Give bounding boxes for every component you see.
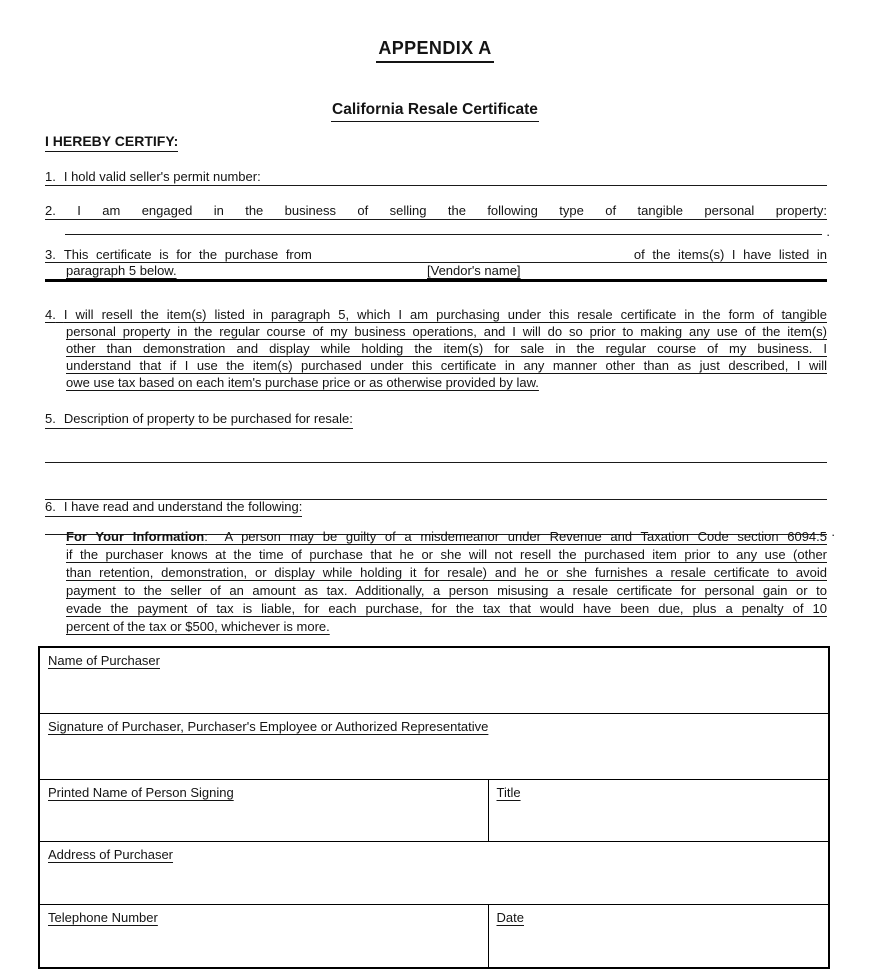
item-4-number: 4.	[45, 307, 56, 322]
item-5-text: Description of property to be purchased for resale:	[63, 411, 353, 426]
telephone-label: Telephone Number	[48, 910, 158, 925]
item-4-line: other than demonstration and display while holding the item(s) for sale in the regular course of my business. I	[66, 341, 827, 356]
signature-cell	[39, 714, 829, 780]
fyi-line: evade the payment of tax is liable, for each purchase, for the tax that would have been due, plus a penalty of 10	[66, 601, 827, 616]
telephone-cell	[39, 905, 488, 969]
item-6-label	[45, 499, 302, 517]
item-3-line-2-text: paragraph 5 below.	[66, 263, 177, 278]
item-3-text-before-blank: This certificate is for the purchase from	[63, 247, 312, 262]
item-2-blank-line	[65, 219, 830, 239]
item-2-number: 2.	[45, 203, 56, 218]
table-row	[39, 647, 829, 714]
title-cell	[488, 780, 829, 842]
item-4-line: owe use tax based on each item's purchase price or as otherwise provided by law.	[66, 375, 539, 390]
table-row	[39, 714, 829, 780]
fyi-paragraph	[66, 528, 827, 636]
certify-heading: I HEREBY CERTIFY:	[45, 133, 178, 152]
signature-label: Signature of Purchaser, Purchaser's Employee or Authorized Representative	[48, 719, 489, 734]
item-3-text-after-blank: of the items(s) I have listed in	[633, 247, 827, 262]
fyi-line-text: : A person may be guilty of a misdemeanor under Revenue and Taxation Code section 6094.5	[204, 529, 827, 544]
item-1-line	[45, 169, 827, 186]
form-title-row	[0, 101, 870, 122]
item-5-label	[45, 411, 353, 429]
form-title: California Resale Certificate	[331, 101, 539, 122]
printed-name-cell	[39, 780, 488, 842]
item-6-text: I have read and understand the following:	[63, 499, 303, 514]
table-row	[39, 905, 829, 969]
item-5-number: 5.	[45, 411, 56, 426]
date-cell	[488, 905, 829, 969]
purchaser-signature-table	[38, 646, 830, 969]
section-divider-rule	[45, 279, 827, 282]
appendix-title-row	[0, 38, 870, 63]
item-3-line-2	[45, 264, 827, 278]
page-title: APPENDIX A	[376, 38, 493, 63]
vendor-name-caption: [Vendor's name]	[427, 263, 521, 278]
item-3-number: 3.	[45, 247, 56, 262]
item-4-line	[45, 306, 827, 323]
name-of-purchaser-cell	[39, 647, 829, 714]
description-blank-line-1	[45, 443, 827, 463]
item-4-line: personal property in the regular course of my business operations, and I will do so prior to making any use of the item(s)	[66, 324, 827, 339]
date-label: Date	[496, 910, 524, 925]
item-6-number: 6.	[45, 499, 56, 514]
printed-name-label: Printed Name of Person Signing	[48, 785, 234, 800]
description-blank-line-2	[45, 482, 827, 500]
trailing-period: .	[831, 524, 835, 539]
title-label: Title	[496, 785, 521, 800]
fyi-line	[66, 528, 827, 546]
fyi-line: than retention, demonstration, or display while holding it for resale) and he or she furnishes a resale certificate to avoid	[66, 565, 827, 580]
item-2-line-1	[45, 203, 827, 220]
fyi-line: if the purchaser knows at the time of purchase that he or she will not resell the purchased item prior to any use (other	[66, 547, 827, 562]
address-label: Address of Purchaser	[48, 847, 174, 862]
item-5-label-row	[45, 411, 827, 427]
table-row	[39, 842, 829, 905]
item-3-line-1	[45, 247, 827, 263]
item-1-number: 1.	[45, 169, 56, 184]
fyi-line: percent of the tax or $500, whichever is more.	[66, 619, 330, 634]
item-6-label-row	[45, 499, 827, 515]
fyi-bold-label: For Your Information	[66, 529, 205, 544]
certify-heading-row	[45, 133, 178, 152]
item-1-text: I hold valid seller's permit number:	[63, 169, 261, 184]
fyi-line: payment to the seller of an amount as tax. Additionally, a person misusing a resale certificate for personal gain or to	[66, 583, 827, 598]
item-4-paragraph	[45, 306, 827, 391]
item-4-line-text: I will resell the item(s) listed in paragraph 5, which I am purchasing under this resale certificate in the form of tangible	[63, 307, 827, 322]
trailing-period: .	[826, 224, 830, 239]
table-row	[39, 780, 829, 842]
item-2-text: I am engaged in the business of selling the following type of tangible personal property:	[77, 203, 827, 218]
item-4-line: understand that if I use the item(s) purchased under this certificate in any manner other than as just described, I will	[66, 358, 827, 373]
address-cell	[39, 842, 829, 905]
name-of-purchaser-label: Name of Purchaser	[48, 653, 160, 668]
item-3-left-group	[45, 247, 312, 262]
